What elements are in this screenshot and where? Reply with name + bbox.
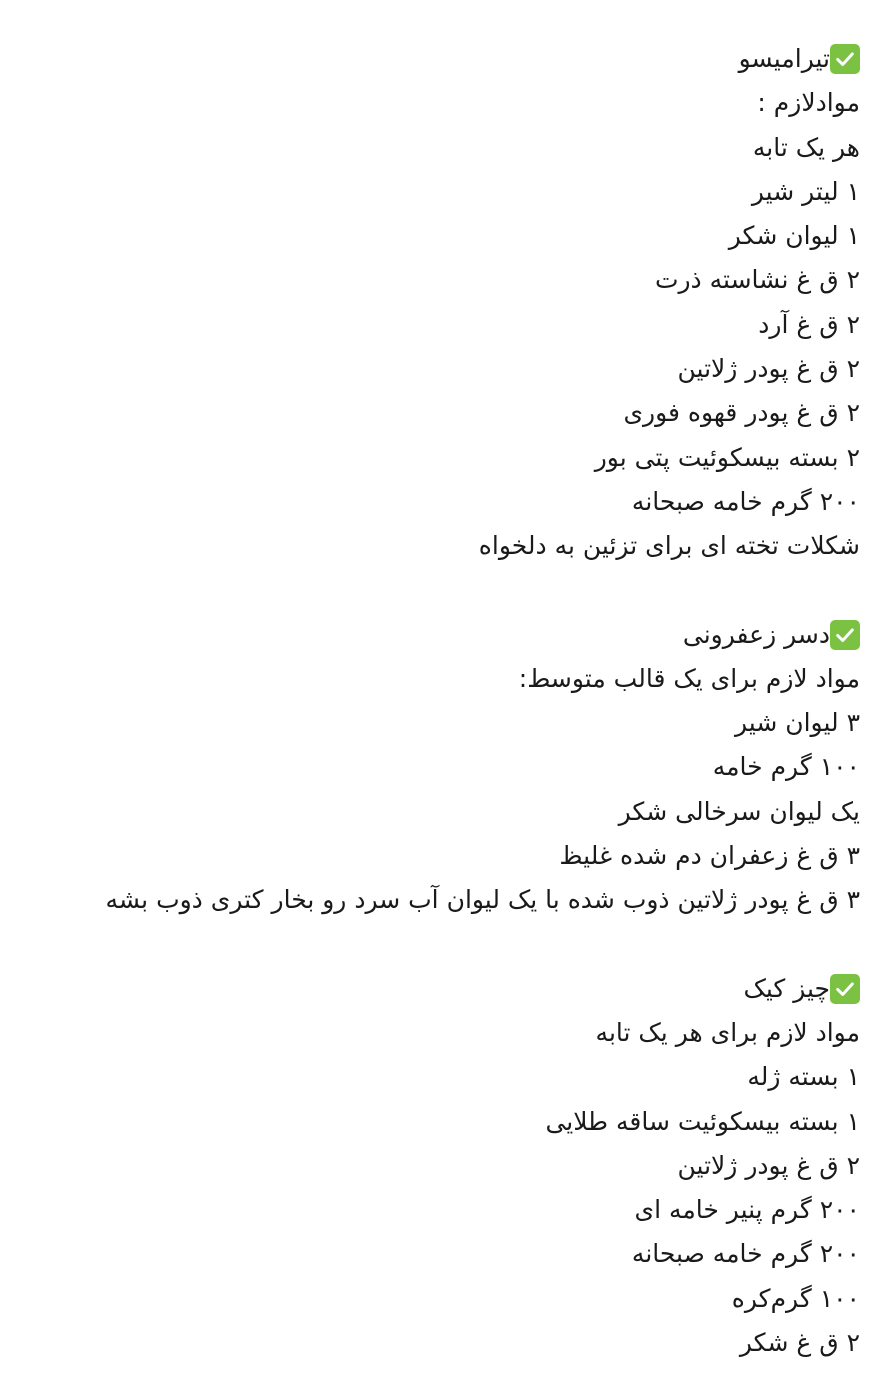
ingredient-line: ۲ بسته بیسکوئیت پتی بور: [594, 442, 860, 472]
check-mark-icon: [830, 620, 860, 650]
ingredient-line: ۲۰۰ گرم خامه صبحانه: [631, 486, 860, 516]
ingredient-line: ۲ ق غ پودر قهوه فوری: [623, 398, 860, 428]
ingredient-line: ۲ ق غ نشاسته ذرت: [654, 265, 860, 295]
recipe-title-row: [10, 967, 860, 1011]
ingredients-header: موادلازم :: [757, 88, 860, 118]
ingredient-line: ۲۰۰ گرم خامه صبحانه: [631, 1239, 860, 1269]
recipe-title-row: [10, 613, 860, 657]
ingredient-line: ۲ ق غ آرد: [758, 309, 860, 339]
ingredient-line: ۲ ق غ شکر: [739, 1328, 860, 1358]
ingredient-line: ۳ ق غ پودر ژلاتین ذوب شده با یک لیوان آب سرد رو بخار کتری ذوب بشه: [105, 885, 860, 915]
ingredients-header: مواد لازم برای هر یک تابه: [595, 1017, 860, 1047]
ingredient-line: ۲ ق غ پودر ژلاتین: [677, 1150, 860, 1180]
ingredient-line: شکلات تخته ای برای تزئین به دلخواه: [478, 531, 860, 561]
ingredients-header: مواد لازم برای یک قالب متوسط:: [518, 663, 860, 693]
ingredient-line: هر یک تابه: [752, 132, 860, 162]
ingredient-line: ۱ لیوان شکر: [728, 221, 860, 251]
ingredient-line: ۱۰۰ گرم خامه: [712, 752, 860, 782]
check-mark-icon: [830, 44, 860, 74]
recipe-cheesecake: [10, 967, 860, 1366]
check-mark-icon: [830, 974, 860, 1004]
recipe-title: تیرامیسو: [738, 44, 830, 73]
ingredient-line: ۱ بسته ژله: [747, 1062, 860, 1092]
recipe-saffron-dessert: [10, 613, 860, 923]
ingredient-line: ۳ ق غ زعفران دم شده غلیظ: [559, 841, 860, 871]
ingredient-line: ۱ بسته بیسکوئیت ساقه طلایی: [545, 1106, 860, 1136]
ingredient-line: ۱ لیتر شیر: [751, 176, 860, 206]
ingredient-line: یک لیوان سرخالی شکر: [618, 796, 860, 826]
recipe-title: چیز کیک: [743, 973, 830, 1003]
ingredient-line: ۳ لیوان شیر: [735, 708, 860, 738]
ingredient-line: ۲ ق غ پودر ژلاتین: [677, 354, 860, 384]
ingredient-line: ۲۰۰ گرم پنیر خامه ای: [634, 1195, 860, 1225]
ingredient-line: ۱۰۰ گرم‌کره: [731, 1283, 860, 1313]
recipe-title: دسر زعفرونی: [682, 619, 830, 649]
recipe-tiramisu: [10, 37, 860, 569]
recipe-title-row: [10, 37, 860, 81]
